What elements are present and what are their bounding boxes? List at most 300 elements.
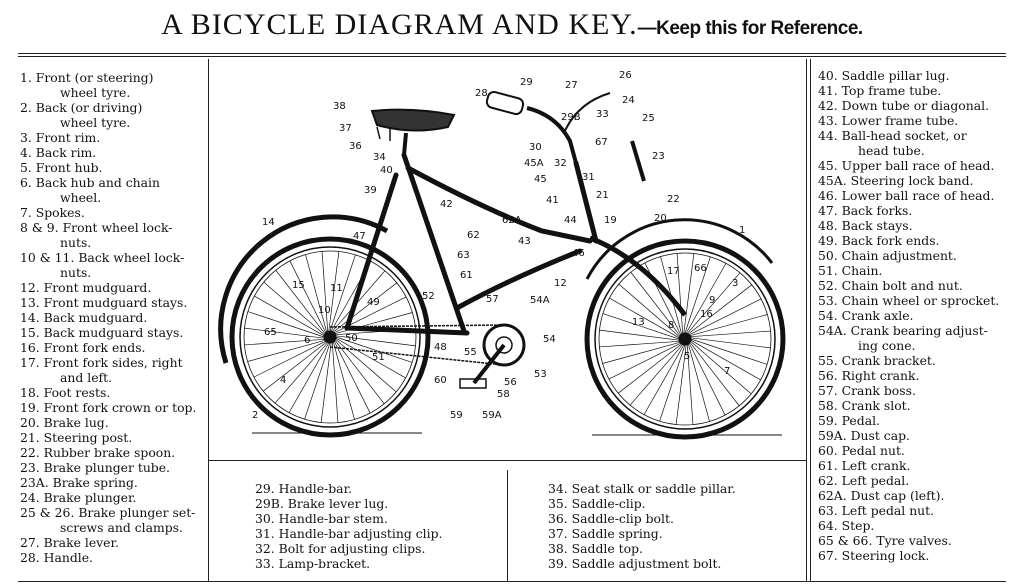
- part-label: 47: [353, 231, 366, 242]
- key-text: Front mudguard stays.: [39, 295, 188, 310]
- spoke: [334, 341, 370, 413]
- key-item: [818, 113, 1018, 128]
- key-item: [20, 145, 206, 160]
- bottom-rule: [18, 581, 1006, 582]
- part-label: 57: [486, 294, 499, 305]
- spoke: [248, 340, 325, 361]
- key-number: 58.: [818, 398, 838, 413]
- key-number: 28.: [20, 550, 40, 565]
- key-text: Back forks.: [837, 203, 913, 218]
- key-item: [818, 488, 1018, 503]
- key-text: Steering lock band.: [846, 173, 974, 188]
- key-item: [818, 218, 1018, 233]
- key-text: Left crank.: [837, 458, 911, 473]
- key-item: [20, 310, 206, 325]
- key-number: 49.: [818, 233, 838, 248]
- key-item: [548, 481, 736, 496]
- bicycle-diagram: [212, 63, 804, 458]
- part-label: 4: [280, 375, 287, 386]
- part-label: 65: [264, 327, 277, 338]
- key-text: Back rim.: [31, 145, 97, 160]
- key-item: [818, 548, 1018, 563]
- key-item: [818, 248, 1018, 263]
- key-item: [20, 535, 206, 550]
- key-text-continued: wheel tyre.: [60, 85, 131, 100]
- key-item: [20, 100, 206, 130]
- key-text: Front fork ends.: [39, 340, 146, 355]
- part-label: 41: [546, 195, 559, 206]
- key-item: [20, 505, 206, 535]
- part-label: 5: [684, 351, 691, 362]
- part-label: 13: [632, 317, 645, 328]
- part-label: 48: [434, 342, 447, 353]
- key-text: Brake lever lug.: [283, 496, 389, 511]
- key-item: [818, 473, 1018, 488]
- key-text: Crank boss.: [837, 383, 916, 398]
- key-text: Front fork crown or top.: [39, 400, 197, 415]
- key-text: Pedal.: [837, 413, 880, 428]
- key-item: [548, 511, 736, 526]
- diagram-bottom-rule: [208, 460, 806, 461]
- key-text: Pedal nut.: [837, 443, 905, 458]
- part-label: 31: [582, 172, 595, 183]
- bottom-key-list-b: [548, 481, 736, 571]
- key-text: Top frame tube.: [837, 83, 942, 98]
- part-label: 56: [504, 377, 517, 388]
- spoke: [336, 338, 406, 378]
- key-number: 51.: [818, 263, 838, 278]
- key-text: Spokes.: [31, 205, 85, 220]
- part-label: 24: [622, 95, 635, 106]
- key-item: [818, 398, 1018, 413]
- part-label: 28: [475, 88, 488, 99]
- part-label: 63: [457, 250, 470, 261]
- key-text: Back (or driving): [31, 100, 143, 115]
- key-number: 24.: [20, 490, 40, 505]
- key-item: [20, 400, 206, 415]
- right-column-divider: [806, 59, 807, 581]
- part-label: 30: [529, 142, 542, 153]
- left-key-list: [20, 70, 206, 565]
- key-text: Front hub.: [31, 160, 103, 175]
- key-text: Chain bolt and nut.: [837, 278, 963, 293]
- part-label: 36: [349, 141, 362, 152]
- part-label: 21: [596, 190, 609, 201]
- key-text: Tyre valves.: [872, 533, 952, 548]
- key-number: 20.: [20, 415, 40, 430]
- key-item: [20, 550, 206, 565]
- part-label: 10: [318, 305, 331, 316]
- key-text: Crank bracket.: [837, 353, 936, 368]
- key-text: Brake spring.: [48, 475, 138, 490]
- key-number: 48.: [818, 218, 838, 233]
- key-item: [20, 460, 206, 475]
- key-number: 32.: [255, 541, 275, 556]
- part-label: 29: [520, 77, 533, 88]
- key-number: 39.: [548, 556, 568, 571]
- key-item: [20, 430, 206, 445]
- part-label: 44: [564, 215, 577, 226]
- key-number: 10 & 11.: [20, 250, 75, 265]
- part-label: 25: [642, 113, 655, 124]
- key-number: 45.: [818, 158, 838, 173]
- key-item: [255, 541, 442, 556]
- key-number: 63.: [818, 503, 838, 518]
- key-item: [255, 526, 442, 541]
- key-item: [818, 188, 1018, 203]
- key-item: [20, 355, 206, 385]
- key-number: 36.: [548, 511, 568, 526]
- key-number: 19.: [20, 400, 40, 415]
- bottom-key-divider: [507, 470, 508, 581]
- part-label: 42: [440, 199, 453, 210]
- part-label: 46: [572, 248, 585, 259]
- key-text: Dust cap (left).: [846, 488, 945, 503]
- key-text-continued: wheel.: [60, 190, 102, 205]
- key-text: Front fork sides, right: [39, 355, 183, 370]
- key-text: Crank slot.: [837, 398, 911, 413]
- spoke: [690, 342, 739, 405]
- spoke: [333, 342, 354, 419]
- part-label: 29B: [561, 112, 581, 123]
- key-item: [548, 496, 736, 511]
- key-item: [818, 383, 1018, 398]
- key-text: Chain wheel or sprocket.: [837, 293, 1000, 308]
- key-number: 55.: [818, 353, 838, 368]
- spoke: [644, 345, 684, 415]
- part-label: 53: [534, 369, 547, 380]
- key-text-continued: and left.: [60, 370, 113, 385]
- key-number: 33.: [255, 556, 275, 571]
- key-text: Back fork ends.: [837, 233, 940, 248]
- back-wheel: [232, 239, 428, 435]
- key-number: 59.: [818, 413, 838, 428]
- key-item: [20, 295, 206, 310]
- key-text: Brake lug.: [39, 415, 109, 430]
- key-number: 62A.: [818, 488, 847, 503]
- key-text: Saddle pillar lug.: [837, 68, 950, 83]
- spoke: [289, 343, 329, 413]
- key-number: 25 & 26.: [20, 505, 75, 520]
- key-text: Brake plunger set-: [74, 505, 196, 520]
- key-number: 5.: [20, 160, 32, 175]
- key-number: 41.: [818, 83, 838, 98]
- diagram-labels: [252, 70, 745, 421]
- key-number: 65 & 66.: [818, 533, 873, 548]
- key-number: 60.: [818, 443, 838, 458]
- part-label: 59A: [482, 410, 502, 421]
- key-number: 30.: [255, 511, 275, 526]
- part-label: 40: [380, 165, 393, 176]
- part-label: 22: [667, 194, 680, 205]
- key-number: 15.: [20, 325, 40, 340]
- part-label: 60: [434, 375, 447, 386]
- key-text: Saddle spring.: [567, 526, 663, 541]
- key-item: [818, 233, 1018, 248]
- part-label: 17: [667, 266, 680, 277]
- key-item: [818, 368, 1018, 383]
- key-number: 23.: [20, 460, 40, 475]
- spoke: [688, 344, 709, 421]
- key-text: Brake plunger tube.: [39, 460, 170, 475]
- key-text: Back hub and chain: [31, 175, 160, 190]
- key-number: 21.: [20, 430, 40, 445]
- key-text: Upper ball race of head.: [837, 158, 995, 173]
- top-rule: [18, 53, 1006, 54]
- key-number: 47.: [818, 203, 838, 218]
- part-label: 23: [652, 151, 665, 162]
- key-text: Left pedal.: [837, 473, 910, 488]
- seat-pillar: [404, 133, 406, 155]
- key-text-continued: screws and clamps.: [60, 520, 183, 535]
- key-number: 54A.: [818, 323, 847, 338]
- key-number: 45A.: [818, 173, 847, 188]
- key-item: [20, 160, 206, 175]
- spoke: [688, 285, 751, 334]
- part-label: 32: [554, 158, 567, 169]
- key-number: 17.: [20, 355, 40, 370]
- key-text: Bolt for adjusting clips.: [274, 541, 426, 556]
- key-number: 16.: [20, 340, 40, 355]
- spoke: [333, 283, 396, 332]
- part-label: 58: [497, 389, 510, 400]
- key-number: 14.: [20, 310, 40, 325]
- part-label: 33: [596, 109, 609, 120]
- key-item: [818, 293, 1018, 308]
- key-item: [818, 308, 1018, 323]
- key-text: Front mudguard.: [39, 280, 152, 295]
- top-rule-double: [18, 56, 1006, 57]
- part-label: 1: [739, 225, 746, 236]
- key-text: Brake lever.: [39, 535, 119, 550]
- key-number: 2.: [20, 100, 32, 115]
- key-number: 31.: [255, 526, 275, 541]
- key-number: 56.: [818, 368, 838, 383]
- key-text-continued: ing cone.: [858, 338, 916, 353]
- key-item: [20, 385, 206, 400]
- key-item: [548, 541, 736, 556]
- key-text: Right crank.: [837, 368, 920, 383]
- key-number: 61.: [818, 458, 838, 473]
- key-text-continued: nuts.: [60, 235, 92, 250]
- key-text: Front wheel lock-: [58, 220, 173, 235]
- part-label: 27: [565, 80, 578, 91]
- key-text: Chain.: [837, 263, 883, 278]
- key-text: Lamp-bracket.: [274, 556, 371, 571]
- key-text: Crank axle.: [837, 308, 914, 323]
- key-item: [20, 325, 206, 340]
- key-item: [20, 205, 206, 220]
- key-number: 22.: [20, 445, 40, 460]
- key-text: Left pedal nut.: [837, 503, 935, 518]
- key-number: 8 & 9.: [20, 220, 59, 235]
- spoke: [618, 344, 681, 393]
- key-number: 37.: [548, 526, 568, 541]
- key-item: [818, 353, 1018, 368]
- spoke: [305, 255, 326, 332]
- key-text: Saddle-clip bolt.: [567, 511, 674, 526]
- key-item: [818, 278, 1018, 293]
- pedal: [460, 379, 486, 388]
- key-text: Back stays.: [837, 218, 913, 233]
- key-item: [255, 496, 442, 511]
- key-text: Brake plunger.: [39, 490, 137, 505]
- key-item: [818, 68, 1018, 83]
- key-number: 64.: [818, 518, 838, 533]
- key-text-continued: head tube.: [858, 143, 925, 158]
- key-text: Down tube or diagonal.: [837, 98, 990, 113]
- key-text: Saddle top.: [567, 541, 643, 556]
- key-number: 44.: [818, 128, 838, 143]
- key-text: Back mudguard.: [39, 310, 148, 325]
- key-number: 42.: [818, 98, 838, 113]
- key-text-continued: nuts.: [60, 265, 92, 280]
- key-item: [20, 175, 206, 205]
- part-label: 61: [460, 270, 473, 281]
- bottom-key-list-a: [255, 481, 442, 571]
- part-label: 51: [372, 352, 385, 363]
- key-text: Dust cap.: [846, 428, 910, 443]
- key-number: 67.: [818, 548, 838, 563]
- key-item: [818, 98, 1018, 113]
- part-label: 9: [709, 295, 716, 306]
- key-number: 12.: [20, 280, 40, 295]
- saddle: [372, 110, 454, 131]
- right-key-list: [818, 68, 1018, 563]
- spoke: [609, 343, 681, 379]
- key-item: [818, 173, 1018, 188]
- key-item: [20, 475, 206, 490]
- spoke: [603, 342, 680, 363]
- key-item: [818, 158, 1018, 173]
- key-item: [255, 511, 442, 526]
- part-label: 16: [700, 309, 713, 320]
- key-text-continued: wheel tyre.: [60, 115, 131, 130]
- part-label: 45A: [524, 158, 544, 169]
- key-text: Handle.: [39, 550, 93, 565]
- key-item: [255, 556, 442, 571]
- key-item: [818, 413, 1018, 428]
- part-label: 37: [339, 123, 352, 134]
- part-label: 59: [450, 410, 463, 421]
- part-label: 50: [345, 333, 358, 344]
- key-item: [20, 70, 206, 100]
- key-number: 29.: [255, 481, 275, 496]
- key-number: 23A.: [20, 475, 49, 490]
- title-sub: —Keep this for Reference.: [637, 18, 863, 39]
- key-text: Back wheel lock-: [74, 250, 185, 265]
- key-number: 27.: [20, 535, 40, 550]
- key-item: [255, 481, 442, 496]
- key-text: Chain adjustment.: [837, 248, 957, 263]
- key-number: 29B.: [255, 496, 284, 511]
- part-label: 2: [252, 410, 259, 421]
- key-number: 59A.: [818, 428, 847, 443]
- key-number: 50.: [818, 248, 838, 263]
- key-number: 3.: [20, 130, 32, 145]
- key-text: Rubber brake spoon.: [39, 445, 176, 460]
- key-item: [20, 280, 206, 295]
- frame: [347, 155, 596, 333]
- part-label: 62A: [502, 215, 522, 226]
- key-item: [20, 490, 206, 505]
- part-label: 49: [367, 297, 380, 308]
- key-item: [818, 83, 1018, 98]
- key-text: Handle-bar adjusting clip.: [274, 526, 443, 541]
- part-label: 62: [467, 230, 480, 241]
- key-item: [20, 445, 206, 460]
- key-item: [548, 556, 736, 571]
- key-item: [20, 340, 206, 355]
- key-text: Handle-bar.: [274, 481, 353, 496]
- key-number: 46.: [818, 188, 838, 203]
- key-text: Ball-head socket, or: [837, 128, 967, 143]
- part-label: 54A: [530, 295, 550, 306]
- key-text: Handle-bar stem.: [274, 511, 388, 526]
- key-item: [818, 428, 1018, 443]
- part-label: 20: [654, 213, 667, 224]
- part-label: 55: [464, 347, 477, 358]
- key-number: 57.: [818, 383, 838, 398]
- key-number: 40.: [818, 68, 838, 83]
- key-text: Saddle adjustment bolt.: [567, 556, 722, 571]
- key-number: 18.: [20, 385, 40, 400]
- key-item: [818, 263, 1018, 278]
- part-label: 54: [543, 334, 556, 345]
- part-label: 7: [724, 366, 731, 377]
- page-title: [0, 8, 1024, 42]
- part-label: 43: [518, 236, 531, 247]
- key-item: [20, 415, 206, 430]
- key-item: [20, 250, 206, 280]
- key-item: [818, 458, 1018, 473]
- key-number: 6.: [20, 175, 32, 190]
- key-text: Foot rests.: [39, 385, 111, 400]
- key-number: 38.: [548, 541, 568, 556]
- key-item: [818, 518, 1018, 533]
- front-wheel: [587, 241, 783, 437]
- key-text: Front rim.: [31, 130, 101, 145]
- part-label: 52: [422, 291, 435, 302]
- spoke: [263, 342, 326, 391]
- key-text: Lower ball race of head.: [837, 188, 995, 203]
- key-number: 43.: [818, 113, 838, 128]
- key-item: [818, 203, 1018, 218]
- part-label: 15: [292, 280, 305, 291]
- key-number: 53.: [818, 293, 838, 308]
- key-number: 1.: [20, 70, 32, 85]
- key-number: 7.: [20, 205, 32, 220]
- part-label: 66: [694, 263, 707, 274]
- key-item: [548, 526, 736, 541]
- handle-grip: [486, 91, 525, 116]
- part-label: 12: [554, 278, 567, 289]
- key-number: 54.: [818, 308, 838, 323]
- part-label: 38: [333, 101, 346, 112]
- key-item: [20, 130, 206, 145]
- key-text: Front (or steering): [31, 70, 154, 85]
- part-label: 8: [668, 320, 675, 331]
- key-text: Steering post.: [39, 430, 133, 445]
- part-label: 39: [364, 185, 377, 196]
- key-item: [818, 503, 1018, 518]
- spoke: [290, 261, 326, 333]
- key-text: Step.: [837, 518, 875, 533]
- key-text: Crank bearing adjust-: [846, 323, 988, 338]
- part-label: 11: [330, 283, 343, 294]
- key-number: 34.: [548, 481, 568, 496]
- part-label: 67: [595, 137, 608, 148]
